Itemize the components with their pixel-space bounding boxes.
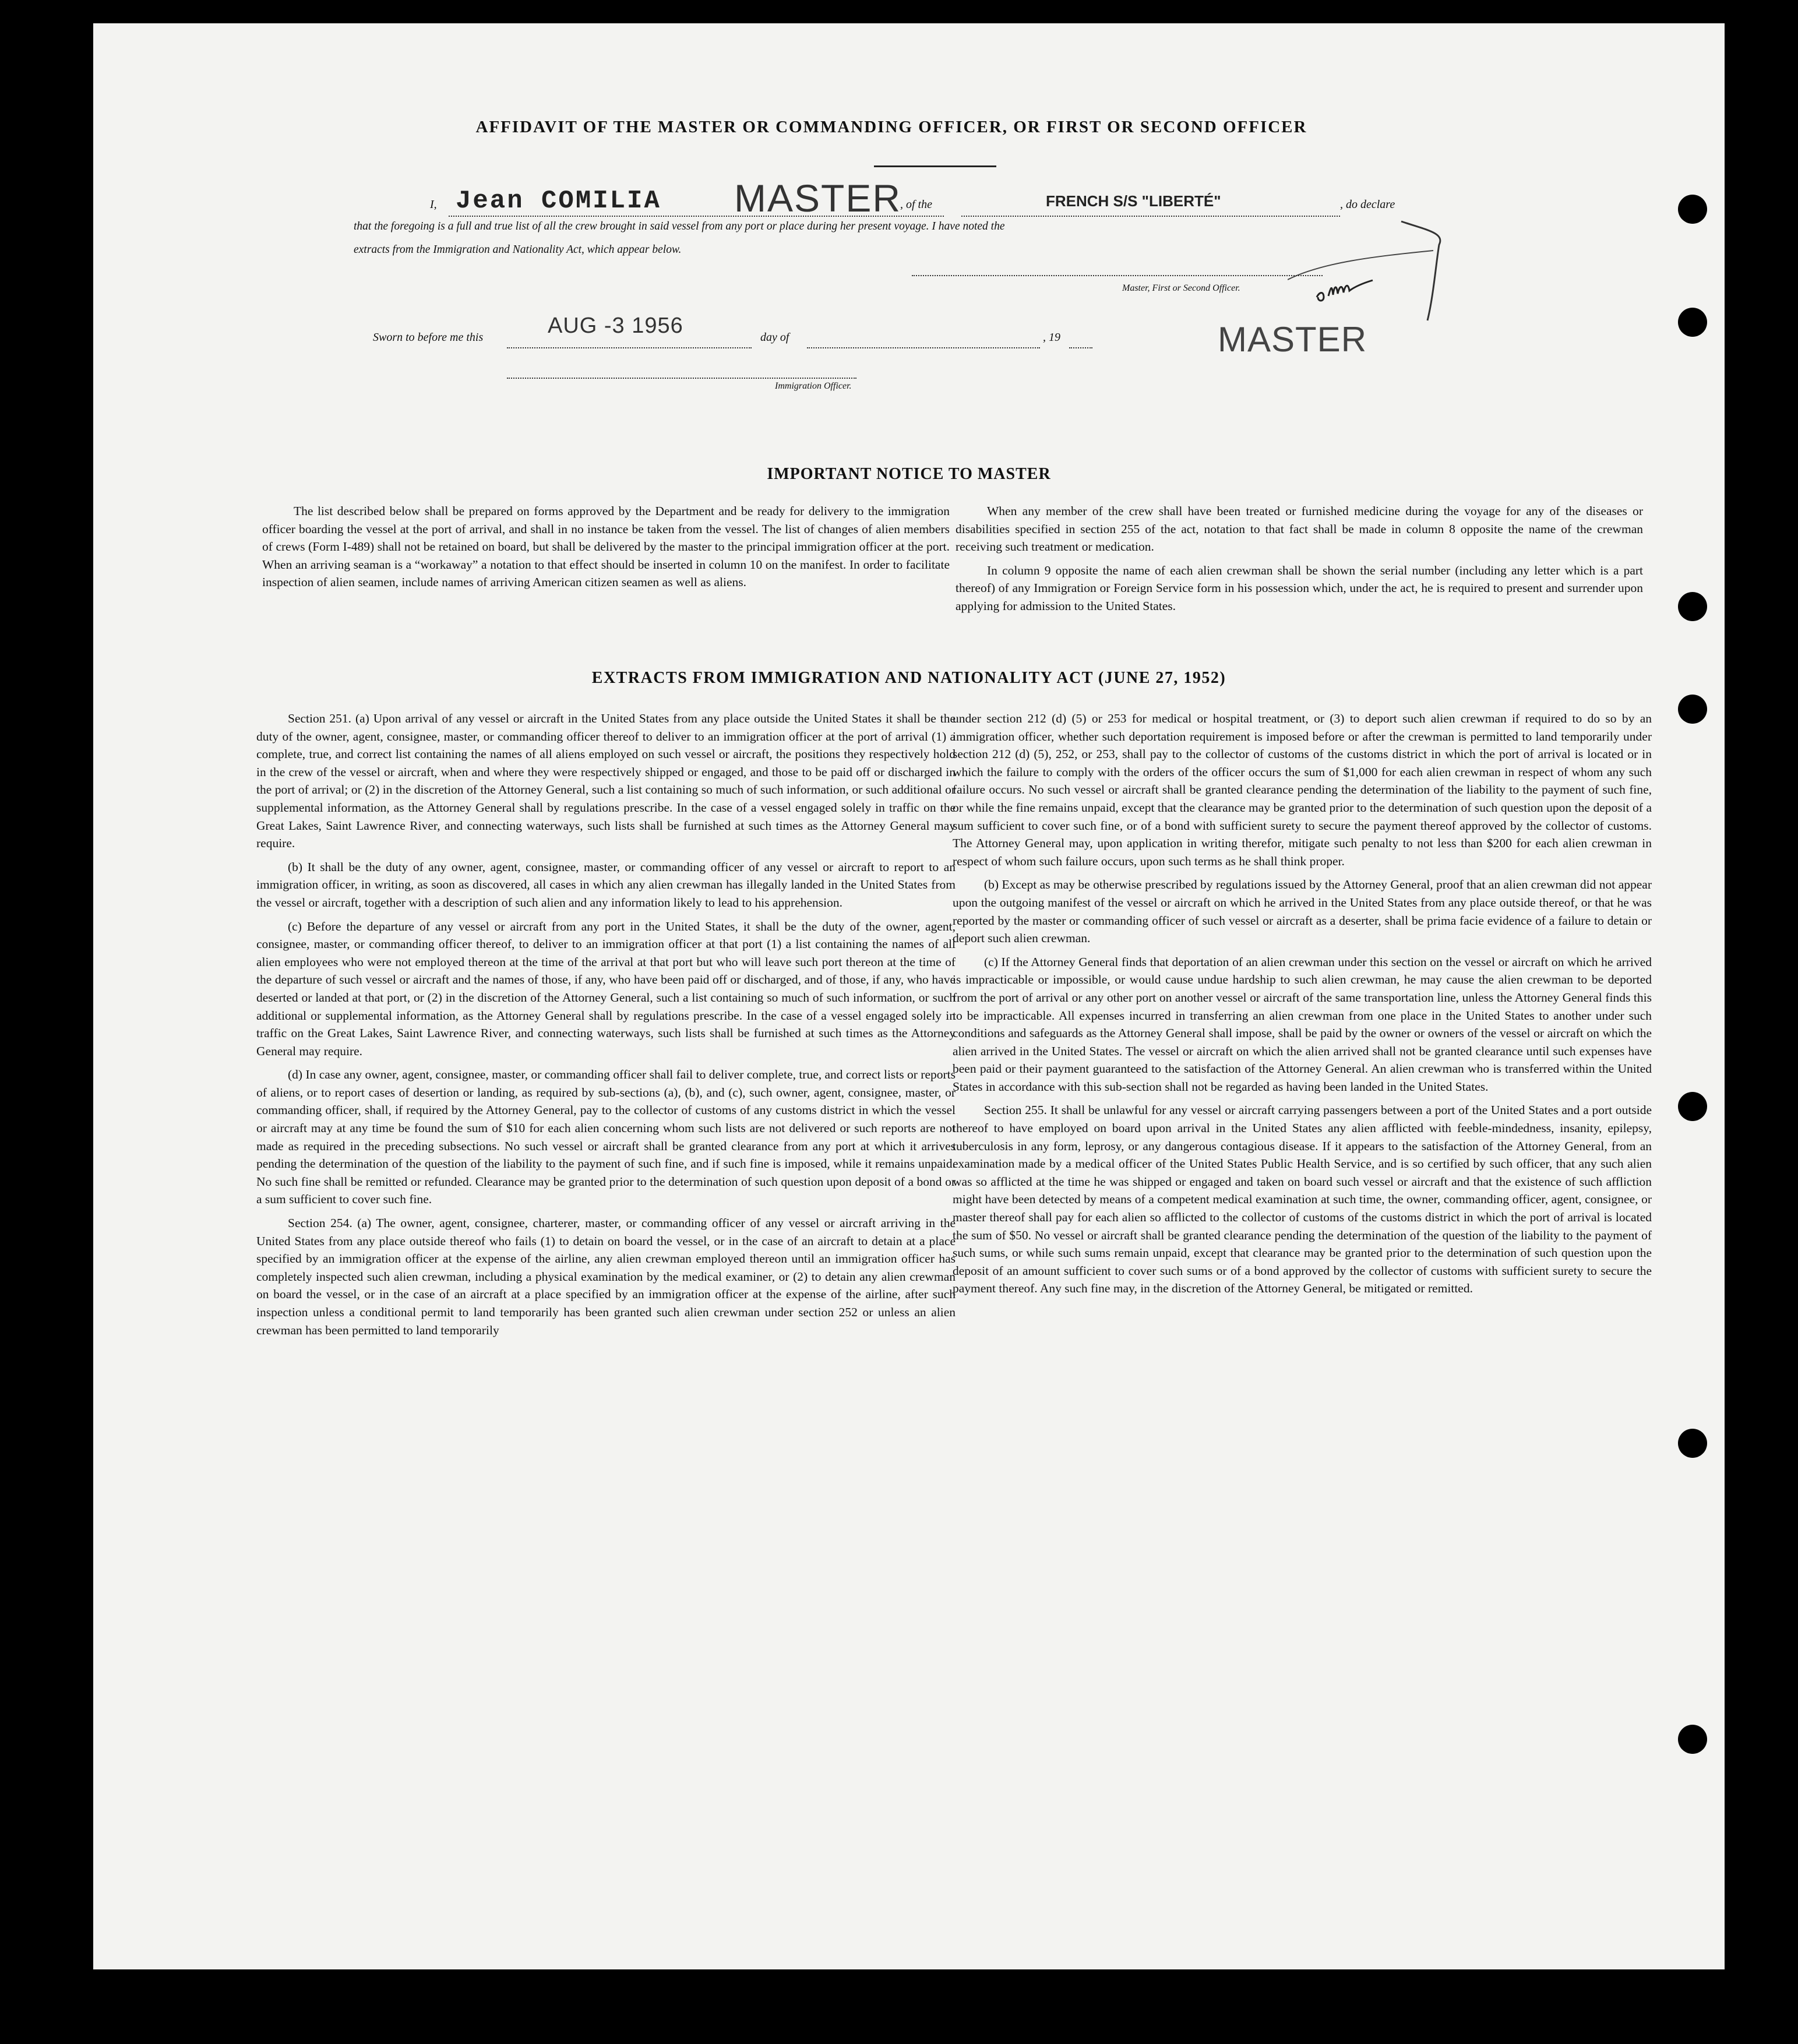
notice-right-paragraph-2: In column 9 opposite the name of each alien crewman shall be shown the serial number (including any letter which is a part thereof) of any Immigration or Foreign Service form in his possession which, under the act, he is required to present and surrender upon applying for admission to the United States. xyxy=(956,563,1643,613)
section-254-a: Section 254. (a) The owner, agent, consignee, charterer, master, or commanding officer of any vessel or aircraft arriving in the United States from any place outside thereof who fails (1) to detain on board the vessel, or in the case of an aircraft to detain at a place specified by an immigration officer at the expense of the airline, any alien crewman employed thereon until an immigration officer has completely inspected such alien crewman, including a physical examination by the medical examiner, or (2) to detain any alien crewman on board the vessel, or in the case of an aircraft at a place specified by an immigration officer at the expense of the airline, after such inspection unless a conditional permit to land temporarily has been granted such alien crewman under section 252 or unless an alien crewman has been permitted to land temporarily xyxy=(256,1216,956,1337)
do-declare-label: , do declare xyxy=(1340,198,1395,211)
section-251-b: (b) It shall be the duty of any owner, agent, consignee, master, or commanding officer of any vessel or aircraft to report to an immigration officer, in writing, as soon as discovered, all cases in which any alien crewman has illegally landed in the United States from the vessel or aircraft, together with a description of such alien and any information likely to lead to his apprehension. xyxy=(256,859,956,910)
officer-caption: Immigration Officer. xyxy=(775,381,852,391)
punch-hole xyxy=(1678,308,1707,337)
punch-hole xyxy=(1678,1725,1707,1754)
section-255: Section 255. It shall be unlawful for any vessel or aircraft carrying passengers between a port of the United States and a port outside thereof to have employed on board upon arrival in the United States any alien afflicted with feeble-mindedness, insanity, epilepsy, tuberculosis in any form, leprosy, or any dangerous contagious disease. If it appears to the satisfaction of the Attorney General, from an examination made by a medical officer of the United States Public Health Service, and is so certified by such officer, that any such alien was so afflicted at the time he was shipped or engaged and taken on board such vessel or aircraft and that the existence of such affliction might have been detected by means of a competent medical examination at such time, the owner, commanding officer, agent, consignee, or master thereof shall pay for each alien so afflicted to the collector of customs of the customs district in which the port of arrival is located the sum of $50. No vessel or aircraft shall be granted clearance pending the determination of the question of the liability to the payment of such sums, or while such sums remain unpaid, except that clearance may be granted prior to the determination of such question upon the deposit of an amount sufficient to cover such sums or of a bond approved by the collector of customs with sufficient surety to secure the payment thereof. Any such fine may, in the discretion of the Attorney General, be mitigated or remitted. xyxy=(953,1103,1652,1296)
notice-right-paragraph-1: When any member of the crew shall have been treated or furnished medicine during the voyage for any of the diseases or disabilities specified in section 255 of the act, notation to that fact shall be made in column 8 opposite the name of the crewman receiving such treatment or medication. xyxy=(956,504,1643,554)
document-page xyxy=(93,23,1725,1969)
punch-hole xyxy=(1678,695,1707,724)
sworn-date-line xyxy=(507,347,752,348)
extracts-left-column xyxy=(256,710,956,1345)
affidavit-title: AFFIDAVIT OF THE MASTER OR COMMANDING OFFICER, OR FIRST OR SECOND OFFICER xyxy=(475,118,1307,136)
rank-stamp: MASTER xyxy=(734,177,902,220)
vessel-line xyxy=(961,216,1340,217)
signature-line xyxy=(912,275,1323,276)
sworn-date-stamp: AUG -3 1956 xyxy=(548,313,683,338)
extracts-title: EXTRACTS FROM IMMIGRATION AND NATIONALITY ACT (JUNE 27, 1952) xyxy=(591,669,1226,687)
punch-hole xyxy=(1678,195,1707,224)
section-254-b: (b) Except as may be otherwise prescribed by regulations issued by the Attorney General, proof that an alien crewman did not appear upon the outgoing manifest of the vessel or aircraft on which he arrived in the United States from any place outside thereof, or that he was reported by the master or commanding officer of such vessel or aircraft as a deserter, shall be prima facie evidence of a failure to detain or deport such alien crewman. xyxy=(953,877,1652,946)
month-line xyxy=(807,347,1040,348)
year-label: , 19 xyxy=(1043,331,1060,344)
signature-caption: Master, First or Second Officer. xyxy=(1122,283,1240,293)
section-251-c: (c) Before the departure of any vessel or aircraft from any port in the United States, it shall be the duty of the owner, agent, consignee, master, or commanding officer thereof, to deliver to an immigration officer at that port (1) a list containing the names of all alien employees who were not employed thereon at the time of the arrival at that port but who will leave such port thereon at the time of the departure of such vessel or aircraft and the names of those, if any, who have been paid off or discharged, and of those, if any, who have deserted or landed at that port, or (2) in the discretion of the Attorney General, such a list containing so much of such information, or such additional or supplemental information, as the Attorney General shall by regulations prescribe. In the case of a vessel engaged solely in traffic on the Great Lakes, Saint Lawrence River, and connecting waterways, such lists shall be furnished at such times as the Attorney General may require. xyxy=(256,919,956,1058)
day-of-label: day of xyxy=(760,331,789,344)
section-251-d: (d) In case any owner, agent, consignee, master, or commanding officer shall fail to deliver complete, true, and correct lists or reports of aliens, or to report cases of desertion or landing, as required by sub-sections (a), (b), and (c), such owner, agent, consignee, master, or commanding officer, shall, if required by the Attorney General, pay to the collector of customs of any customs district in which the vessel or aircraft may at any time be found the sum of $10 for each alien concerning whom such lists are not delivered or such reports are not made as required in the preceding subsections. No such vessel or aircraft shall be granted clearance from any port at which it arrives pending the determination of the question of the liability to the payment of such fine, and if such fine is imposed, while it remains unpaid. No such fine shall be remitted or refunded. Clearance may be granted prior to the determination of such question upon deposit of a bond or a sum sufficient to cover such fine. xyxy=(256,1067,956,1207)
notice-title: IMPORTANT NOTICE TO MASTER xyxy=(767,465,1051,483)
section-254-a-continued: under section 212 (d) (5) or 253 for medical or hospital treatment, or (3) to deport such alien crewman if required to do so by an immigration officer, whether such deportation requirement is imposed before or after the crewman is permitted to land temporarily under section 212 (d) (5), 252, or 253, shall pay to the collector of customs of the customs district in which the port of arrival is located or in which the failure to comply with the orders of the officer occurs the sum of $1,000 for each alien crewman in respect of whom any such failure occurs. No such vessel or aircraft shall be granted clearance pending the determination of the liability to the payment of such fine, or while the fine remains unpaid, except that the clearance may be granted prior to the determination of such question upon the deposit of a sum sufficient to cover such fine, or of a bond with sufficient surety to secure the payment thereof approved by the collector of customs. The Attorney General may, upon application in writing therefor, mitigate such penalty to not less than $200 for each alien crewman in respect of whom such failure occurs, upon such terms as he shall think proper. xyxy=(953,711,1652,868)
notice-right-column xyxy=(956,502,1643,621)
vessel-name: FRENCH S/S "LIBERTÉ" xyxy=(1046,192,1221,210)
line1-prefix: I, xyxy=(430,198,437,211)
master-name: Jean COMILIA xyxy=(456,186,661,216)
notice-left-column xyxy=(262,502,950,597)
notice-left-paragraph: The list described below shall be prepared on forms approved by the Department and be ready for delivery to the immigration officer boarding the vessel at the port of arrival, and shall in no instance be taken from the vessel. The list of changes of alien members of crews (Form I-489) shall not be retained on board, but shall be delivered by the master to the principal immigration officer at the port. When an arriving seaman is a “workaway” a notation to that effect should be inserted in column 10 on the manifest. In order to facilitate inspection of alien seamen, include names of arriving American citizen seamen as well as aliens. xyxy=(262,504,950,590)
title-rule xyxy=(874,165,996,167)
declaration-line-3: extracts from the Immigration and Nationality Act, which appear below. xyxy=(354,244,682,256)
sworn-label: Sworn to before me this xyxy=(373,331,484,344)
signature-marks xyxy=(1288,216,1457,332)
year-line xyxy=(1069,347,1092,348)
declaration-line-2: that the foregoing is a full and true list of all the crew brought in said vessel from any port or place during her present voyage. I have noted the xyxy=(354,220,1005,232)
of-the-label: , of the xyxy=(900,198,932,211)
extracts-right-column xyxy=(953,710,1652,1303)
section-251-a: Section 251. (a) Upon arrival of any vessel or aircraft in the United States from any place outside the United States it shall be the duty of the owner, agent, consignee, master, or commanding officer thereof to deliver to an immigration officer at the port of arrival (1) a complete, true, and correct list containing the names of all aliens employed on such vessel or aircraft, the positions they respectively hold in the crew of the vessel or aircraft, when and where they were respectively shipped or engaged, and those to be paid off or discharged in the port of arrival; or (2) in the discretion of the Attorney General, such a list containing so much of such information, or such additional or supplemental information, as the Attorney General shall by regulations prescribe. In the case of a vessel engaged solely in traffic on the Great Lakes, Saint Lawrence River, and connecting waterways, such lists shall be furnished at such times as the Attorney General may require. xyxy=(256,711,956,851)
master-stamp: MASTER xyxy=(1218,320,1367,359)
punch-hole xyxy=(1678,592,1707,621)
officer-line xyxy=(507,378,856,379)
punch-hole xyxy=(1678,1092,1707,1121)
section-254-c: (c) If the Attorney General finds that deportation of an alien crewman under this section on the vessel or aircraft on which he arrived is impracticable or impossible, or would cause undue hardship to such alien crewman, he may cause the alien crewman to be deported from the port of arrival or any other port on another vessel or aircraft of the same transportation line, unless the Attorney General finds this to be impracticable. All expenses incurred in transferring an alien crewman from one place in the United States to another under such conditions and safeguards as the Attorney General shall impose, shall be paid by the owner or owners of the vessel or aircraft on which the alien arrived in the United States. The vessel or aircraft on which the alien arrived shall not be granted clearance until such expenses have been paid or their payment guaranteed to the satisfaction of the Attorney General. An alien crewman who is transferred within the United States in accordance with this sub-section shall not be regarded as having been landed in the United States. xyxy=(953,954,1652,1094)
punch-hole xyxy=(1678,1429,1707,1458)
